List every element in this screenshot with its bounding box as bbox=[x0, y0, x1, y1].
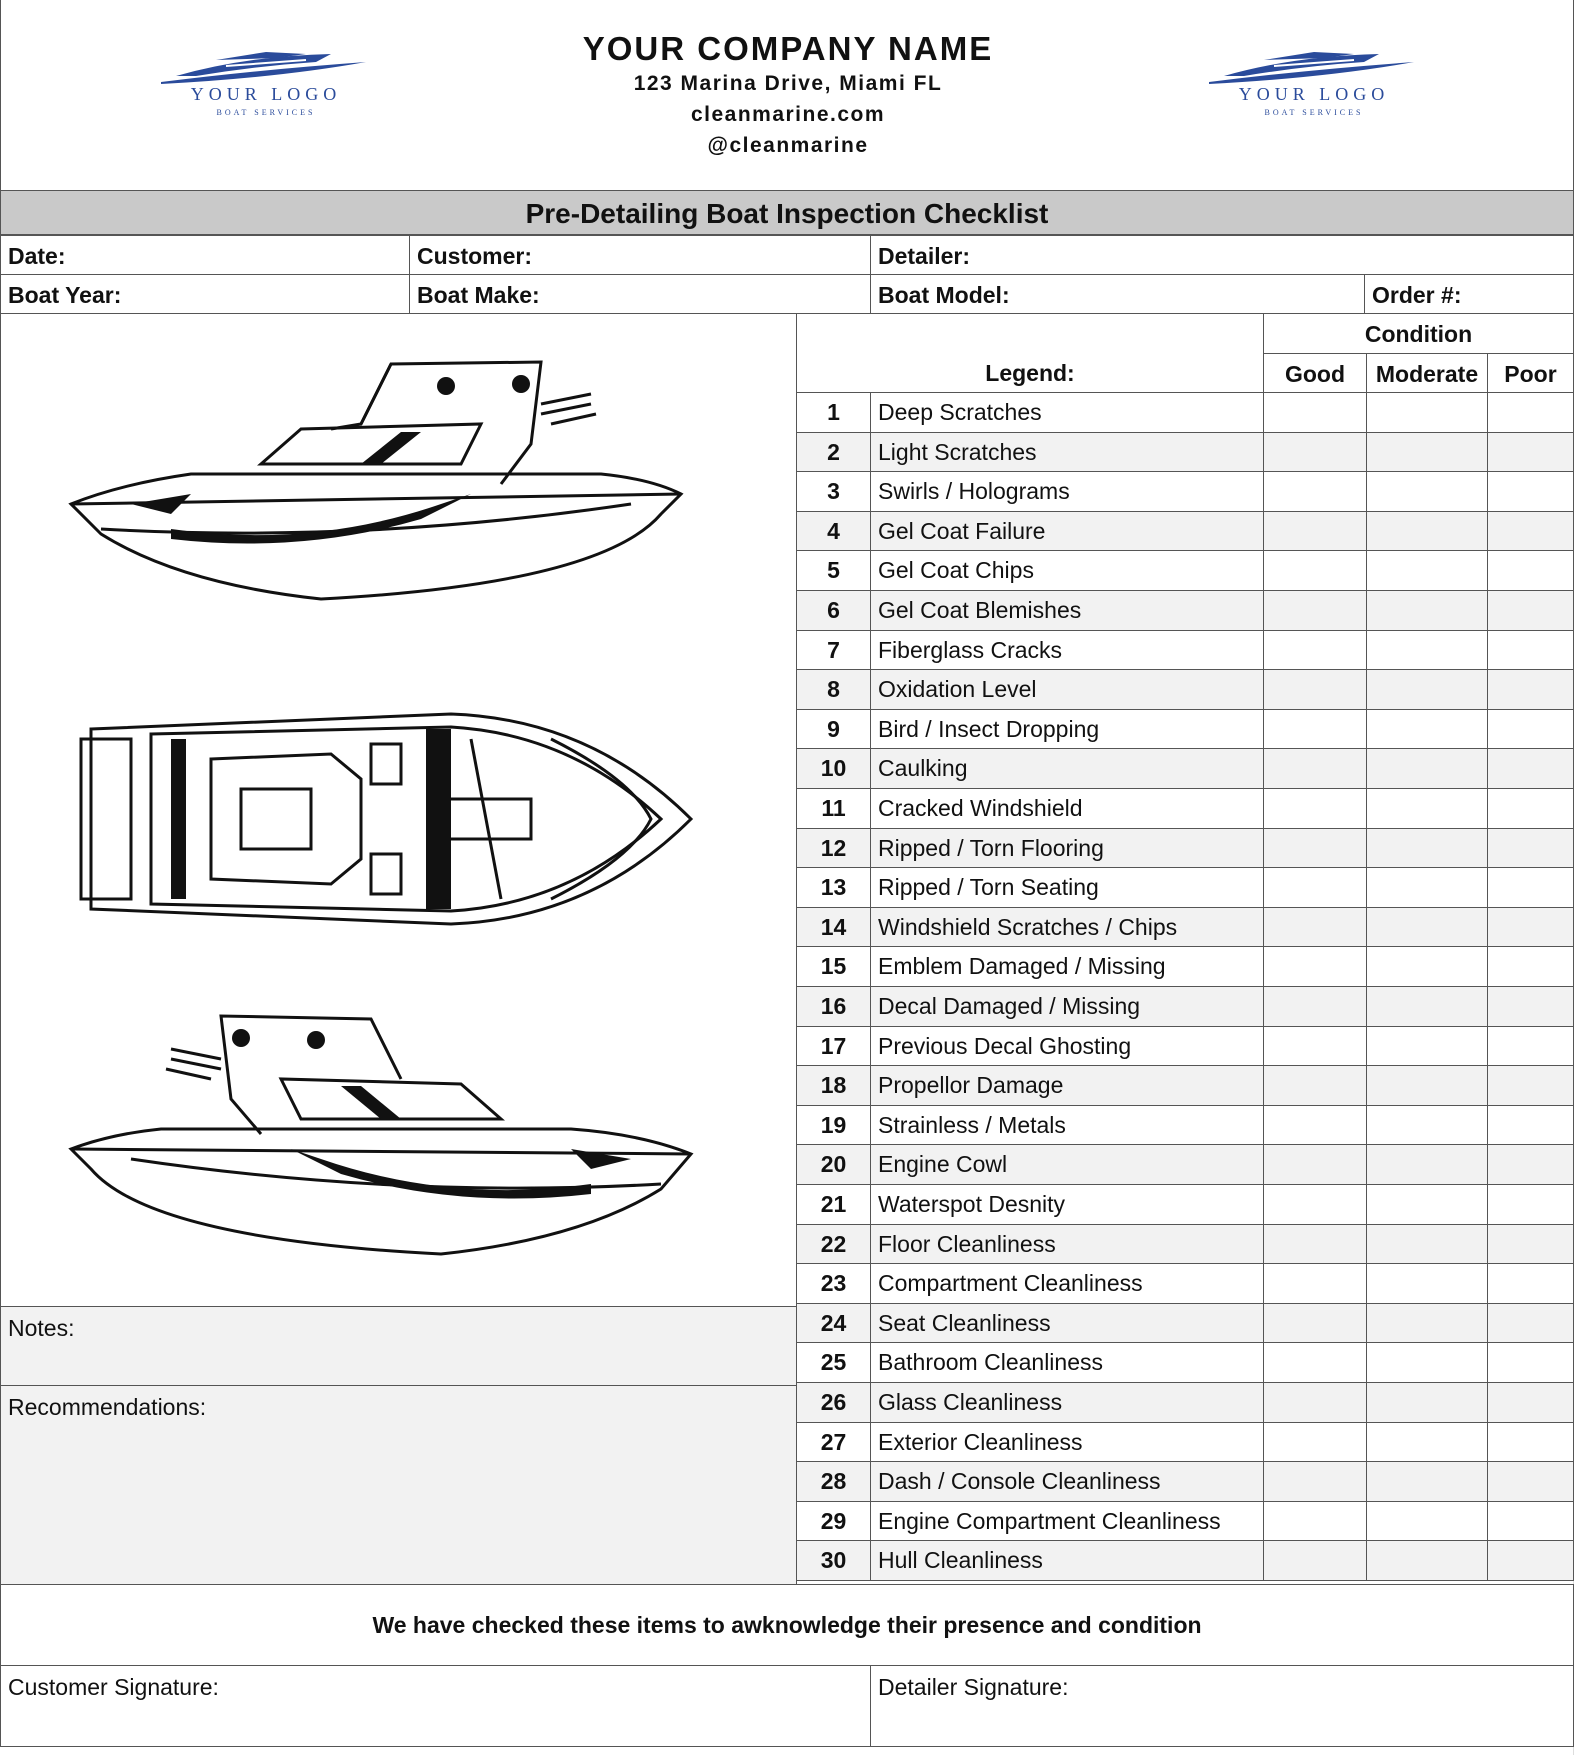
good-checkbox-cell[interactable] bbox=[1263, 946, 1367, 987]
company-handle: @cleanmarine bbox=[707, 134, 869, 157]
good-checkbox-cell[interactable] bbox=[1263, 986, 1367, 1027]
logo-text: YOUR LOGO bbox=[190, 84, 342, 104]
poor-checkbox-cell[interactable] bbox=[1487, 669, 1574, 710]
good-checkbox-cell[interactable] bbox=[1263, 1224, 1367, 1265]
item-number: 21 bbox=[796, 1184, 871, 1225]
poor-checkbox-cell[interactable] bbox=[1487, 1422, 1574, 1463]
moderate-checkbox-cell[interactable] bbox=[1366, 1342, 1488, 1383]
item-number: 14 bbox=[796, 907, 871, 948]
moderate-checkbox-cell[interactable] bbox=[1366, 946, 1488, 987]
poor-checkbox-cell[interactable] bbox=[1487, 828, 1574, 869]
boat-top-view-illustration bbox=[71, 699, 711, 939]
item-number: 4 bbox=[796, 511, 871, 552]
company-logo-right bbox=[1204, 48, 1424, 128]
header bbox=[0, 0, 1574, 190]
moderate-checkbox-cell[interactable] bbox=[1366, 1105, 1488, 1146]
good-checkbox-cell[interactable] bbox=[1263, 1026, 1367, 1067]
good-checkbox-cell[interactable] bbox=[1263, 1501, 1367, 1542]
moderate-checkbox-cell[interactable] bbox=[1366, 828, 1488, 869]
moderate-checkbox-cell[interactable] bbox=[1366, 1144, 1488, 1185]
item-number: 23 bbox=[796, 1263, 871, 1304]
item-label: Light Scratches bbox=[870, 432, 1264, 473]
item-number: 16 bbox=[796, 986, 871, 1027]
moderate-checkbox-cell[interactable] bbox=[1366, 1065, 1488, 1106]
moderate-checkbox-cell[interactable] bbox=[1366, 432, 1488, 473]
moderate-checkbox-cell[interactable] bbox=[1366, 907, 1488, 948]
boat-model-field[interactable]: Boat Model: bbox=[870, 274, 1365, 314]
good-checkbox-cell[interactable] bbox=[1263, 788, 1367, 829]
legend-header: Legend: bbox=[796, 353, 1264, 393]
good-checkbox-cell[interactable] bbox=[1263, 1144, 1367, 1185]
moderate-checkbox-cell[interactable] bbox=[1366, 1422, 1488, 1463]
item-label: Floor Cleanliness bbox=[870, 1224, 1264, 1265]
moderate-checkbox-cell[interactable] bbox=[1366, 550, 1488, 591]
item-number: 2 bbox=[796, 432, 871, 473]
good-checkbox-cell[interactable] bbox=[1263, 1263, 1367, 1304]
recommendations-field[interactable] bbox=[0, 1385, 797, 1585]
item-number: 20 bbox=[796, 1144, 871, 1185]
poor-checkbox-cell[interactable] bbox=[1487, 709, 1574, 750]
good-checkbox-cell[interactable] bbox=[1263, 907, 1367, 948]
moderate-checkbox-cell[interactable] bbox=[1366, 986, 1488, 1027]
poor-checkbox-cell[interactable] bbox=[1487, 630, 1574, 671]
item-label: Caulking bbox=[870, 748, 1264, 789]
item-label: Previous Decal Ghosting bbox=[870, 1026, 1264, 1067]
boat-logo-icon bbox=[1204, 48, 1424, 88]
item-label: Strainless / Metals bbox=[870, 1105, 1264, 1146]
poor-checkbox-cell[interactable] bbox=[1487, 590, 1574, 631]
item-label: Propellor Damage bbox=[870, 1065, 1264, 1106]
moderate-checkbox-cell[interactable] bbox=[1366, 1303, 1488, 1344]
item-number: 10 bbox=[796, 748, 871, 789]
item-number: 24 bbox=[796, 1303, 871, 1344]
poor-checkbox-cell[interactable] bbox=[1487, 748, 1574, 789]
moderate-checkbox-cell[interactable] bbox=[1366, 1382, 1488, 1423]
poor-checkbox-cell[interactable] bbox=[1487, 1263, 1574, 1304]
good-checkbox-cell[interactable] bbox=[1263, 590, 1367, 631]
item-number: 11 bbox=[796, 788, 871, 829]
good-checkbox-cell[interactable] bbox=[1263, 550, 1367, 591]
moderate-checkbox-cell[interactable] bbox=[1366, 1026, 1488, 1067]
good-checkbox-cell[interactable] bbox=[1263, 432, 1367, 473]
item-number: 19 bbox=[796, 1105, 871, 1146]
item-number: 6 bbox=[796, 590, 871, 631]
moderate-checkbox-cell[interactable] bbox=[1366, 748, 1488, 789]
moderate-checkbox-cell[interactable] bbox=[1366, 867, 1488, 908]
company-address: 123 Marina Drive, Miami FL bbox=[633, 72, 943, 95]
good-checkbox-cell[interactable] bbox=[1263, 867, 1367, 908]
customer-signature-field[interactable] bbox=[0, 1665, 871, 1747]
item-number: 12 bbox=[796, 828, 871, 869]
poor-checkbox-cell[interactable] bbox=[1487, 432, 1574, 473]
boat-side-view-starboard-illustration bbox=[61, 354, 701, 614]
moderate-checkbox-cell[interactable] bbox=[1366, 511, 1488, 552]
poor-checkbox-cell[interactable] bbox=[1487, 867, 1574, 908]
good-checkbox-cell[interactable] bbox=[1263, 1105, 1367, 1146]
moderate-checkbox-cell[interactable] bbox=[1366, 1461, 1488, 1502]
item-number: 30 bbox=[796, 1540, 871, 1581]
poor-checkbox-cell[interactable] bbox=[1487, 907, 1574, 948]
good-checkbox-cell[interactable] bbox=[1263, 1303, 1367, 1344]
item-number: 25 bbox=[796, 1342, 871, 1383]
good-checkbox-cell[interactable] bbox=[1263, 471, 1367, 512]
item-number: 17 bbox=[796, 1026, 871, 1067]
item-label: Deep Scratches bbox=[870, 392, 1264, 433]
good-checkbox-cell[interactable] bbox=[1263, 748, 1367, 789]
boat-year-field[interactable]: Boat Year: bbox=[0, 274, 410, 314]
spreadsheet-gridline-edge bbox=[1573, 0, 1588, 1755]
item-label: Gel Coat Failure bbox=[870, 511, 1264, 552]
moderate-checkbox-cell[interactable] bbox=[1366, 630, 1488, 671]
good-checkbox-cell[interactable] bbox=[1263, 1184, 1367, 1225]
detailer-signature-field[interactable] bbox=[870, 1665, 1574, 1747]
poor-column-header: Poor bbox=[1487, 353, 1574, 393]
item-label: Emblem Damaged / Missing bbox=[870, 946, 1264, 987]
item-label: Gel Coat Blemishes bbox=[870, 590, 1264, 631]
item-label: Gel Coat Chips bbox=[870, 550, 1264, 591]
poor-checkbox-cell[interactable] bbox=[1487, 1144, 1574, 1185]
poor-checkbox-cell[interactable] bbox=[1487, 1342, 1574, 1383]
boat-side-view-port-illustration bbox=[61, 1004, 701, 1274]
item-number: 28 bbox=[796, 1461, 871, 1502]
item-label: Ripped / Torn Seating bbox=[870, 867, 1264, 908]
detailer-field[interactable]: Detailer: bbox=[870, 235, 1574, 275]
item-label: Engine Compartment Cleanliness bbox=[870, 1501, 1264, 1542]
item-number: 26 bbox=[796, 1382, 871, 1423]
notes-field[interactable] bbox=[0, 1306, 797, 1386]
moderate-checkbox-cell[interactable] bbox=[1366, 788, 1488, 829]
item-label: Dash / Console Cleanliness bbox=[870, 1461, 1264, 1502]
poor-checkbox-cell[interactable] bbox=[1487, 471, 1574, 512]
item-number: 8 bbox=[796, 669, 871, 710]
good-checkbox-cell[interactable] bbox=[1263, 630, 1367, 671]
item-label: Compartment Cleanliness bbox=[870, 1263, 1264, 1304]
item-label: Engine Cowl bbox=[870, 1144, 1264, 1185]
item-label: Cracked Windshield bbox=[870, 788, 1264, 829]
logo-subtext: BOAT SERVICES bbox=[1264, 108, 1364, 117]
company-website: cleanmarine.com bbox=[690, 103, 886, 126]
good-column-header: Good bbox=[1263, 353, 1367, 393]
order-number-field[interactable]: Order #: bbox=[1364, 274, 1574, 314]
notes-label: Notes: bbox=[8, 1315, 75, 1341]
poor-checkbox-cell[interactable] bbox=[1487, 1184, 1574, 1225]
moderate-checkbox-cell[interactable] bbox=[1366, 709, 1488, 750]
poor-checkbox-cell[interactable] bbox=[1487, 1026, 1574, 1067]
good-checkbox-cell[interactable] bbox=[1263, 1540, 1367, 1581]
good-checkbox-cell[interactable] bbox=[1263, 1382, 1367, 1423]
good-checkbox-cell[interactable] bbox=[1263, 1065, 1367, 1106]
acknowledgement-text: We have checked these items to awknowledge their presence and condition bbox=[0, 1584, 1574, 1666]
good-checkbox-cell[interactable] bbox=[1263, 828, 1367, 869]
item-label: Exterior Cleanliness bbox=[870, 1422, 1264, 1463]
poor-checkbox-cell[interactable] bbox=[1487, 511, 1574, 552]
good-checkbox-cell[interactable] bbox=[1263, 392, 1367, 433]
poor-checkbox-cell[interactable] bbox=[1487, 946, 1574, 987]
item-label: Seat Cleanliness bbox=[870, 1303, 1264, 1344]
moderate-checkbox-cell[interactable] bbox=[1366, 590, 1488, 631]
moderate-column-header: Moderate bbox=[1366, 353, 1488, 393]
logo-subtext: BOAT SERVICES bbox=[216, 108, 316, 117]
item-number: 3 bbox=[796, 471, 871, 512]
poor-checkbox-cell[interactable] bbox=[1487, 392, 1574, 433]
poor-checkbox-cell[interactable] bbox=[1487, 1224, 1574, 1265]
item-number: 1 bbox=[796, 392, 871, 433]
poor-checkbox-cell[interactable] bbox=[1487, 986, 1574, 1027]
poor-checkbox-cell[interactable] bbox=[1487, 1065, 1574, 1106]
condition-header: Condition bbox=[1263, 313, 1574, 354]
customer-field[interactable]: Customer: bbox=[409, 235, 871, 275]
item-label: Swirls / Holograms bbox=[870, 471, 1264, 512]
item-number: 18 bbox=[796, 1065, 871, 1106]
item-number: 13 bbox=[796, 867, 871, 908]
moderate-checkbox-cell[interactable] bbox=[1366, 471, 1488, 512]
item-label: Bathroom Cleanliness bbox=[870, 1342, 1264, 1383]
moderate-checkbox-cell[interactable] bbox=[1366, 1540, 1488, 1581]
moderate-checkbox-cell[interactable] bbox=[1366, 669, 1488, 710]
item-number: 9 bbox=[796, 709, 871, 750]
boat-make-field[interactable]: Boat Make: bbox=[409, 274, 871, 314]
moderate-checkbox-cell[interactable] bbox=[1366, 392, 1488, 433]
poor-checkbox-cell[interactable] bbox=[1487, 1540, 1574, 1581]
item-number: 22 bbox=[796, 1224, 871, 1265]
item-label: Glass Cleanliness bbox=[870, 1382, 1264, 1423]
item-label: Hull Cleanliness bbox=[870, 1540, 1264, 1581]
item-number: 29 bbox=[796, 1501, 871, 1542]
poor-checkbox-cell[interactable] bbox=[1487, 1303, 1574, 1344]
item-label: Windshield Scratches / Chips bbox=[870, 907, 1264, 948]
company-name: YOUR COMPANY NAME bbox=[582, 30, 994, 67]
item-label: Waterspot Desnity bbox=[870, 1184, 1264, 1225]
poor-checkbox-cell[interactable] bbox=[1487, 788, 1574, 829]
item-label: Oxidation Level bbox=[870, 669, 1264, 710]
moderate-checkbox-cell[interactable] bbox=[1366, 1501, 1488, 1542]
boat-diagram-area bbox=[0, 313, 797, 1307]
item-label: Bird / Insect Dropping bbox=[870, 709, 1264, 750]
good-checkbox-cell[interactable] bbox=[1263, 709, 1367, 750]
good-checkbox-cell[interactable] bbox=[1263, 1422, 1367, 1463]
customer-signature-label: Customer Signature: bbox=[8, 1674, 219, 1700]
item-number: 15 bbox=[796, 946, 871, 987]
poor-checkbox-cell[interactable] bbox=[1487, 1105, 1574, 1146]
moderate-checkbox-cell[interactable] bbox=[1366, 1184, 1488, 1225]
item-number: 27 bbox=[796, 1422, 871, 1463]
poor-checkbox-cell[interactable] bbox=[1487, 1461, 1574, 1502]
recommendations-label: Recommendations: bbox=[8, 1394, 207, 1420]
logo-text: YOUR LOGO bbox=[1238, 84, 1390, 104]
poor-checkbox-cell[interactable] bbox=[1487, 550, 1574, 591]
poor-checkbox-cell[interactable] bbox=[1487, 1382, 1574, 1423]
item-number: 5 bbox=[796, 550, 871, 591]
moderate-checkbox-cell[interactable] bbox=[1366, 1224, 1488, 1265]
item-label: Fiberglass Cracks bbox=[870, 630, 1264, 671]
good-checkbox-cell[interactable] bbox=[1263, 1342, 1367, 1383]
item-label: Decal Damaged / Missing bbox=[870, 986, 1264, 1027]
item-label: Ripped / Torn Flooring bbox=[870, 828, 1264, 869]
good-checkbox-cell[interactable] bbox=[1263, 669, 1367, 710]
item-number: 7 bbox=[796, 630, 871, 671]
good-checkbox-cell[interactable] bbox=[1263, 511, 1367, 552]
date-field[interactable]: Date: bbox=[0, 235, 410, 275]
detailer-signature-label: Detailer Signature: bbox=[878, 1674, 1069, 1700]
moderate-checkbox-cell[interactable] bbox=[1366, 1263, 1488, 1304]
poor-checkbox-cell[interactable] bbox=[1487, 1501, 1574, 1542]
checklist-title: Pre-Detailing Boat Inspection Checklist bbox=[0, 190, 1574, 235]
good-checkbox-cell[interactable] bbox=[1263, 1461, 1367, 1502]
